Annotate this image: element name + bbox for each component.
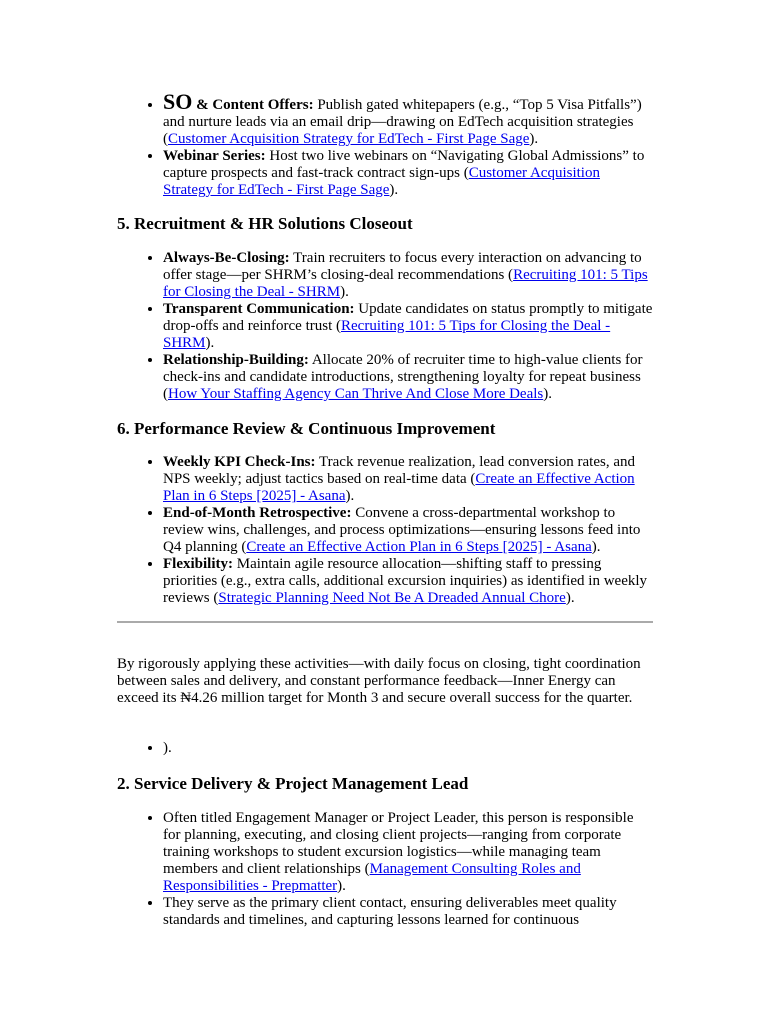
section2-bullet-list (117, 810, 653, 929)
list-item (163, 556, 653, 607)
section6-bullet-list (117, 454, 653, 607)
conclusion-paragraph: By rigorously applying these activities—with daily focus on closing, tight coordination between sales and delivery, and constant performance feedback—Inner Energy can exceed its ₦4.26 million target for Month 3 and secure overall success for the quarter. (117, 656, 641, 706)
reference-link[interactable]: Create an Effective Action Plan in 6 Steps [2025] - Asana (246, 539, 592, 555)
item-lead-bold: Transparent Communication: (163, 301, 355, 317)
item-text: They serve as the primary client contact, ensuring deliverables meet quality standards and timelines, and capturing lessons learned for continuous (163, 895, 617, 928)
item-lead-large: SO (163, 89, 193, 114)
list-item (163, 810, 653, 895)
item-text: Train recruiters to focus every interaction on advancing to offer stage—per SHRM’s closing-deal recommendations ( (163, 250, 642, 283)
list-item (163, 301, 653, 352)
item-text: Host two live webinars on “Navigating Global Admissions” to capture prospects and fast-track contract sign-ups ( (163, 148, 645, 181)
item-text: Allocate 20% of recruiter time to high-value clients for check-ins and candidate introductions, strengthening loyalty for repeat business ( (163, 352, 643, 402)
reference-link[interactable]: Customer Acquisition Strategy for EdTech - First Page Sage (168, 131, 530, 147)
item-tail: ). (340, 284, 349, 300)
reference-link[interactable]: Management Consulting Roles and Responsibilities - Prepmatter (163, 861, 581, 894)
list-item (163, 352, 653, 403)
item-lead-bold: & Content Offers: (192, 97, 314, 113)
section-heading: 5. Recruitment & HR Solutions Closeout (117, 214, 413, 233)
item-lead-bold: Flexibility: (163, 556, 233, 572)
item-tail: ). (591, 539, 601, 555)
reference-link[interactable]: Customer Acquisition Strategy for EdTech - First Page Sage (163, 165, 600, 198)
item-tail: ). (389, 182, 399, 198)
item-text: Track revenue realization, lead conversion rates, and NPS weekly; adjust tactics based on real-time data ( (163, 454, 635, 487)
reference-link[interactable]: Strategic Planning Need Not Be A Dreaded Annual Chore (218, 590, 566, 606)
reference-link[interactable]: Recruiting 101: 5 Tips for Closing the Deal - SHRM (163, 267, 648, 300)
section5-bullet-list (117, 250, 653, 403)
list-item (163, 505, 653, 556)
reference-link[interactable]: Recruiting 101: 5 Tips for Closing the Deal - SHRM (163, 318, 611, 351)
item-text: Convene a cross-departmental workshop to review wins, challenges, and process optimizations—ensuring lessons feed into Q4 planning ( (163, 505, 641, 555)
item-tail: ). (205, 335, 215, 351)
item-tail: ). (345, 488, 355, 504)
reference-link[interactable]: Create an Effective Action Plan in 6 Steps [2025] - Asana (163, 471, 635, 504)
top-bullet-list (117, 89, 653, 199)
list-item (163, 454, 653, 505)
section-heading: 6. Performance Review & Continuous Improvement (117, 419, 496, 438)
item-lead-bold: Relationship-Building: (163, 352, 309, 368)
item-tail: ). (337, 878, 346, 894)
item-text: Maintain agile resource allocation—shifting staff to pressing priorities (e.g., extra calls, additional excursion inquiries) as identified in weekly reviews ( (163, 556, 648, 606)
item-lead-bold: Always-Be-Closing: (163, 250, 290, 266)
list-item (163, 89, 653, 148)
item-text: Publish gated whitepapers (e.g., “Top 5 Visa Pitfalls”) and nurture leads via an email drip—drawing on EdTech acquisition strategies ( (163, 97, 642, 147)
item-tail: ). (565, 590, 575, 606)
item-lead-bold: Weekly KPI Check-Ins: (163, 454, 316, 470)
list-item (163, 148, 653, 199)
item-text: Update candidates on status promptly to mitigate drop-offs and reinforce trust ( (163, 301, 653, 334)
item-tail: ). (529, 131, 539, 147)
list-item (163, 250, 653, 301)
item-tail: ). (543, 386, 552, 402)
horizontal-rule (117, 621, 653, 623)
list-item: • ). (163, 740, 653, 757)
list-item (163, 895, 653, 929)
item-text: Often titled Engagement Manager or Project Leader, this person is responsible for planning, executing, and closing client projects—ranging from corporate training workshops to student excursion logistics—while managing team members and client relationships ( (163, 810, 634, 877)
section-heading: 2. Service Delivery & Project Management Lead (117, 774, 469, 793)
item-lead-bold: Webinar Series: (163, 148, 266, 164)
item-lead-bold: End-of-Month Retrospective: (163, 505, 352, 521)
reference-link[interactable]: How Your Staffing Agency Can Thrive And Close More Deals (168, 386, 544, 402)
stray-bullet-list (117, 740, 653, 757)
